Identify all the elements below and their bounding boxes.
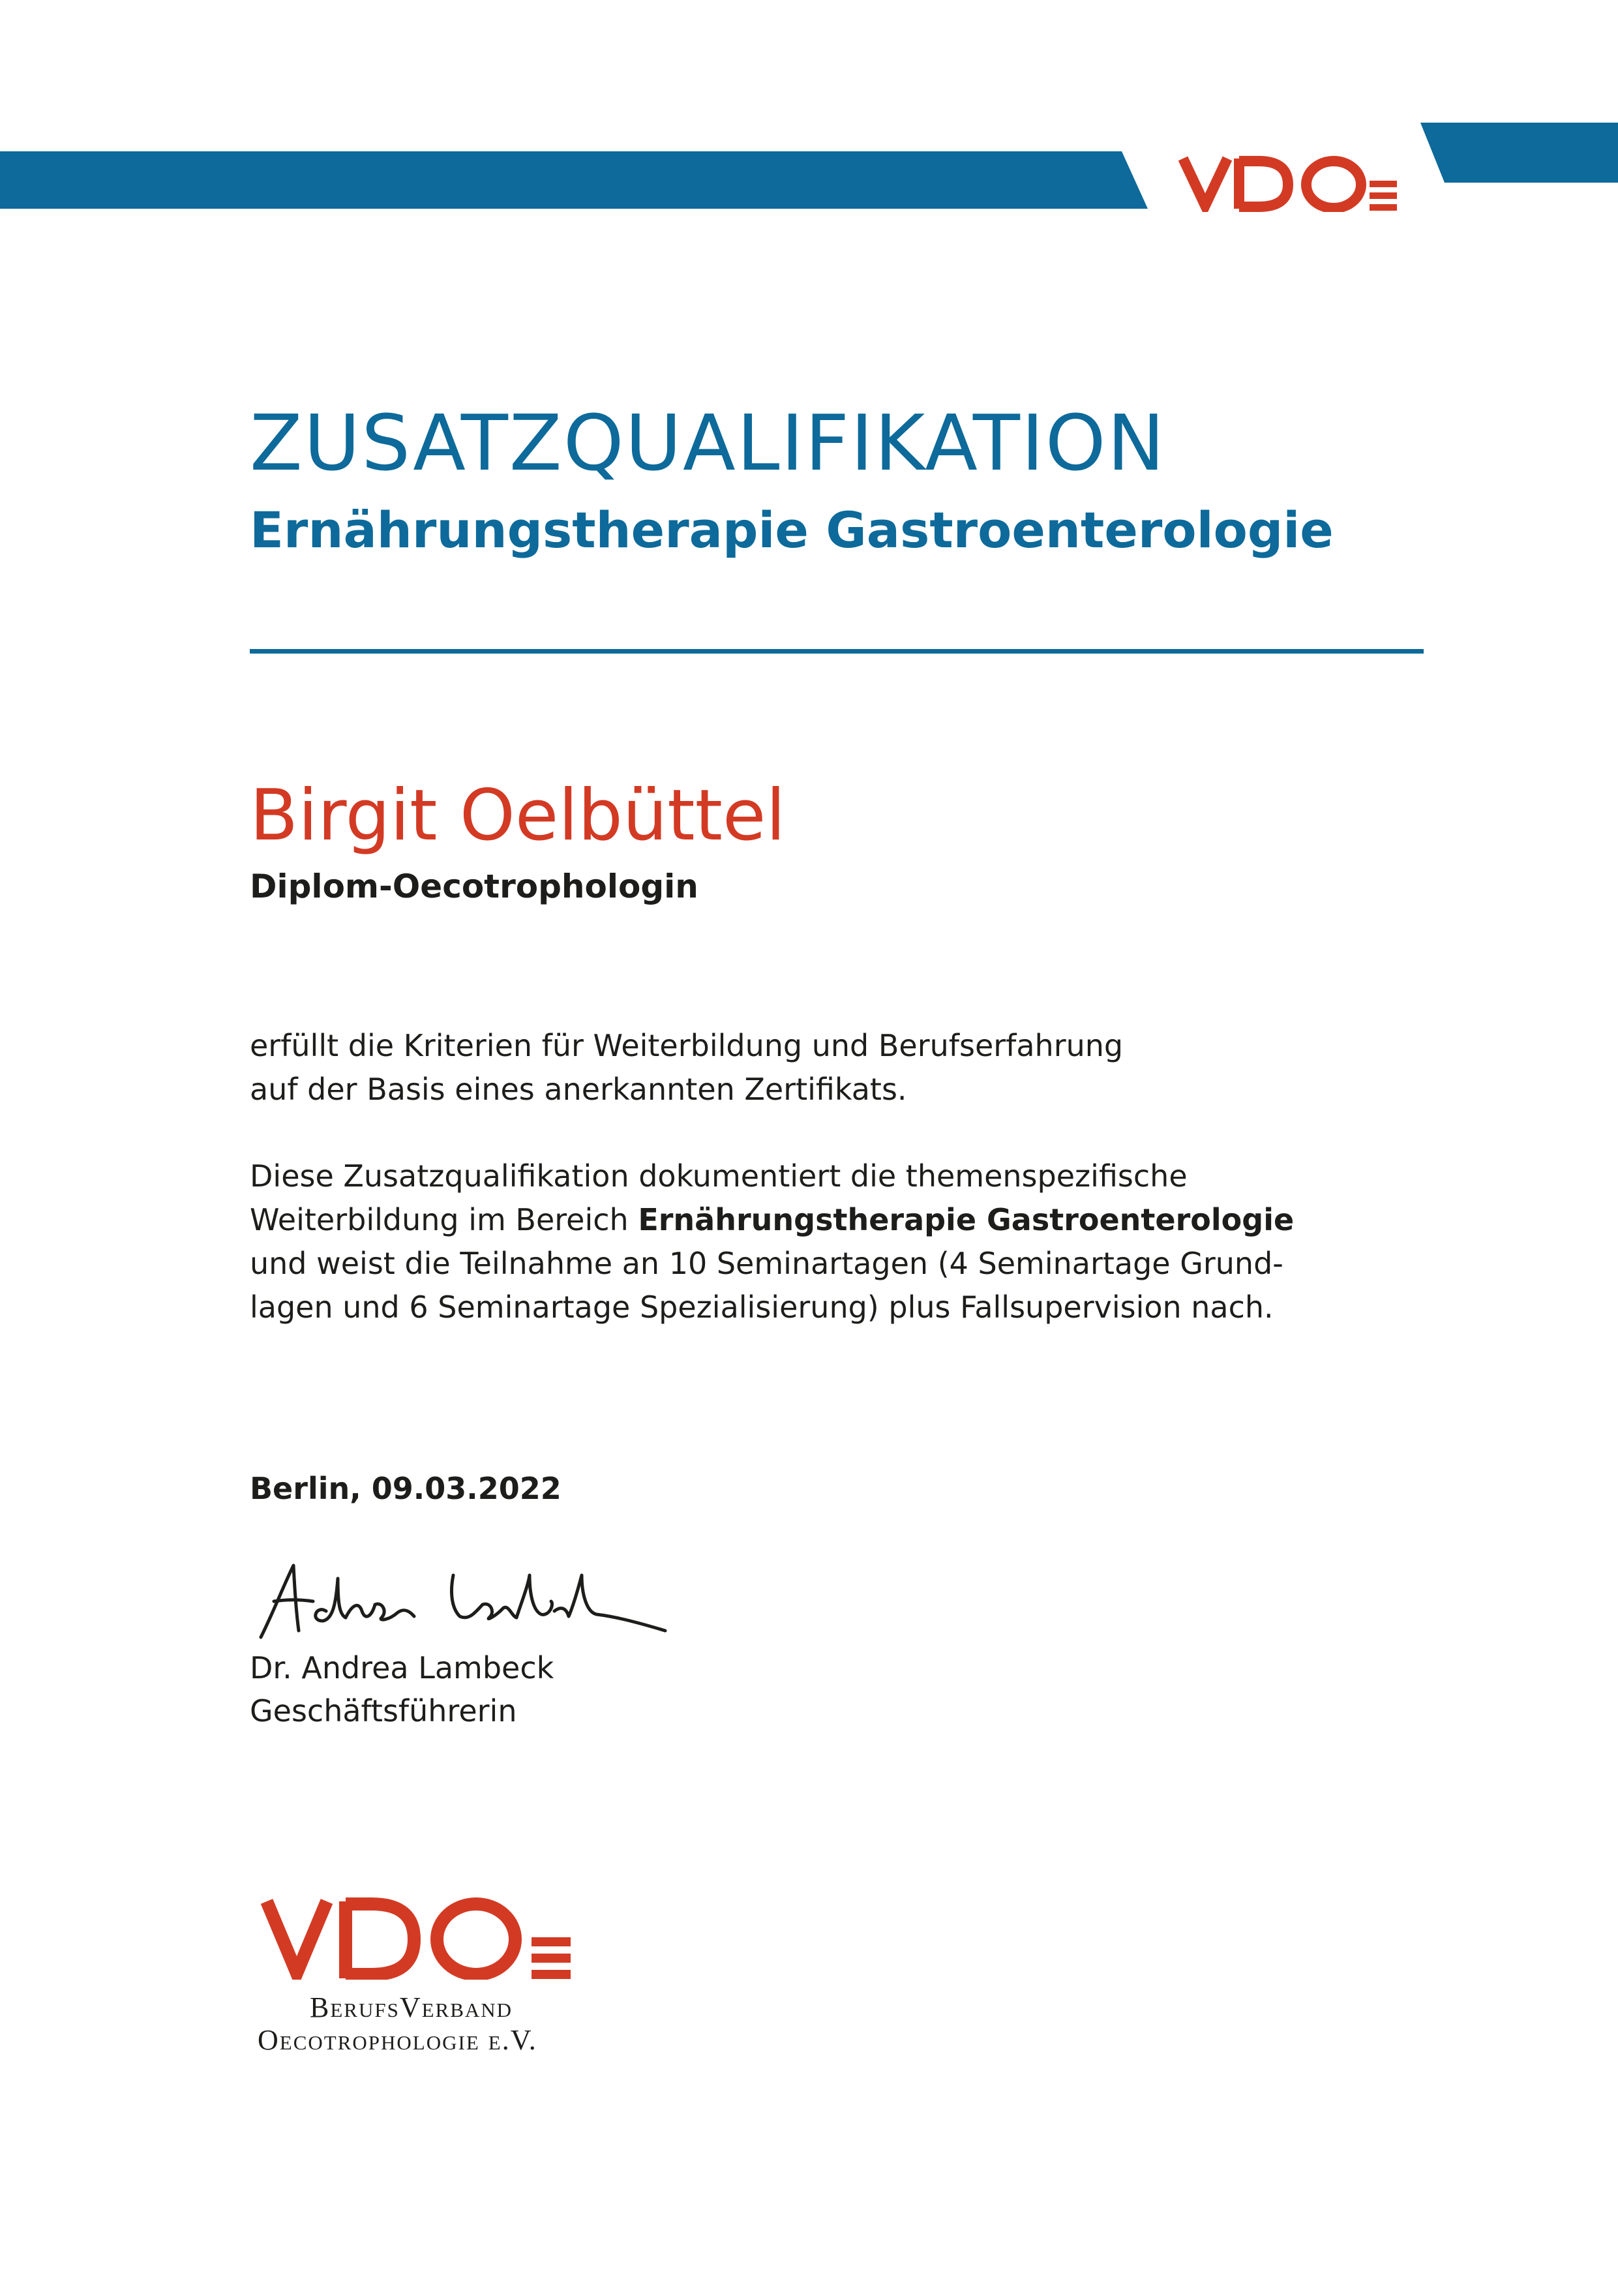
place-date: Berlin, 09.03.2022 [250,1471,562,1506]
certificate-title: ZUSATZQUALIFIKATION [250,398,1166,488]
paragraph-2-line-3: und weist die Teilnahme an 10 Seminartagen (4 Seminartage Grund- [250,1246,1283,1281]
paragraph-2-line-2-text: Weiterbildung im Bereich [250,1202,638,1237]
signer-role: Geschäftsführerin [250,1693,517,1729]
org-name-line-2: Oecotrophologie e.V. [258,2024,537,2056]
signature [248,1539,704,1650]
vdoe-logo-bottom [258,1895,597,1980]
divider-line [250,649,1424,654]
paragraph-2-bold-term: Ernährungstherapie Gastroenterologie [638,1202,1295,1237]
certificate-subtitle: Ernährungstherapie Gastroenterologie [250,501,1334,559]
paragraph-1-line-2: auf der Basis eines anerkannten Zertifikats. [250,1072,907,1107]
paragraph-1-line-1: erfüllt die Kriterien für Weiterbildung und Berufserfahrung [250,1028,1124,1063]
vdoe-logo-top [1174,147,1415,212]
recipient-degree: Diplom-Oecotrophologin [250,868,698,905]
signer-name: Dr. Andrea Lambeck [250,1650,554,1685]
paragraph-2-line-4: lagen und 6 Seminartage Spezialisierung) plus Fallsupervision nach. [250,1290,1274,1325]
recipient-name: Birgit Oelbüttel [250,775,786,856]
paragraph-2-line-1: Diese Zusatzqualifikation dokumentiert die themenspezifische [250,1158,1188,1194]
paragraph-2-line-2 [250,1198,1294,1242]
org-name-line-1: BerufsVerband [310,1991,513,2023]
